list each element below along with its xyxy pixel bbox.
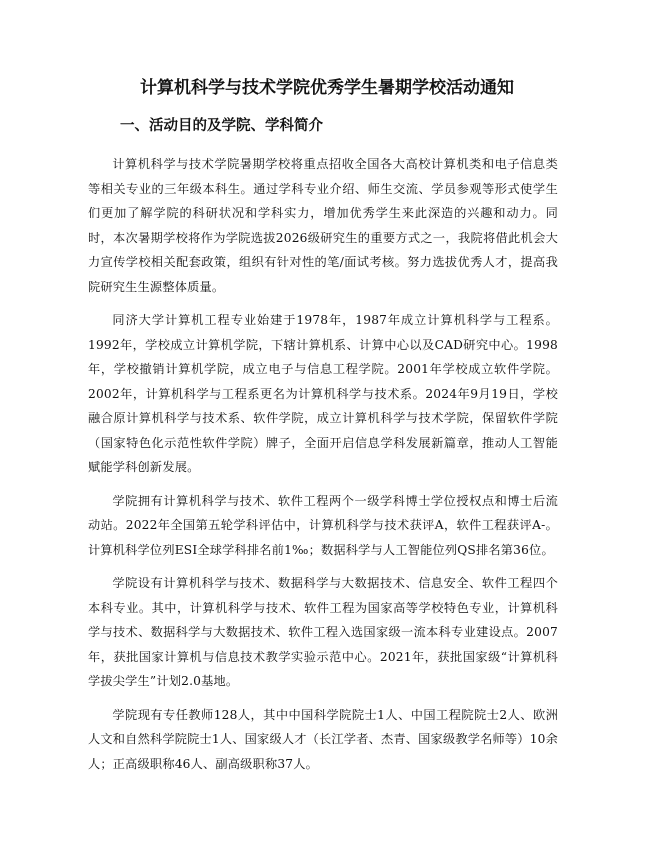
paragraph-faculty: 学院现有专任教师128人，其中中国科学院院士1人、中国工程院院士2人、欧洲人文和自然科学院院士1人、国家级人才（长江学者、杰青、国家级教学名师等）10余人；正高级职称46人、副高级职称37人。: [88, 707, 558, 771]
paragraph-purpose: 计算机科学与技术学院暑期学校将重点招收全国各大高校计算机类和电子信息类等相关专业的三年级本科生。通过学科专业介绍、师生交流、学员参观等形式使学生们更加了解学院的科研状况和学科实力，增加优秀学生来此深造的兴趣和动力。同时，本次暑期学校将作为学院选拔2026级研究生的重要方式之一，我院将借此机会大力宣传学校相关配套政策，组织有针对性的笔/面试考核。努力选拔优秀人才，提高我院研究生生源整体质量。: [88, 157, 558, 294]
document-title: 计算机科学与技术学院优秀学生暑期学校活动通知: [140, 78, 514, 98]
paragraph-disciplines: 学院拥有计算机科学与技术、软件工程两个一级学科博士学位授权点和博士后流动站。2022年全国第五轮学科评估中，计算机科学与技术获评A，软件工程获评A-。计算机科学位列ESI全球学科排名前1‰；数据科学与人工智能位列QS排名第36位。: [88, 493, 558, 557]
section-heading: 一、活动目的及学院、学科简介: [120, 118, 323, 134]
paragraph-history: 同济大学计算机工程专业始建于1978年，1987年成立计算机科学与工程系。1992年，学校成立计算机学院，下辖计算机系、计算中心以及CAD研究中心。1998年，学校撤销计算机学院，成立电子与信息工程学院。2001年学校成立软件学院。2002年，计算机科学与工程系更名为计算机科学与技术系。2024年9月19日，学校融合原计算机科学与技术系、软件学院，成立计算机科学与技术学院，保留软件学院（国家特色化示范性软件学院）牌子，全面开启信息学科发展新篇章，推动人工智能赋能学科创新发展。: [88, 313, 558, 474]
document-body: [88, 152, 558, 785]
paragraph-majors: 学院设有计算机科学与技术、数据科学与大数据技术、信息安全、软件工程四个本科专业。其中，计算机科学与技术、软件工程为国家高等学校特色专业，计算机科学与技术、数据科学与大数据技术、软件工程入选国家级一流本科专业建设点。2007年，获批国家计算机与信息技术教学实验示范中心。2021年，获批国家级“计算机科学拔尖学生”计划2.0基地。: [88, 576, 558, 688]
